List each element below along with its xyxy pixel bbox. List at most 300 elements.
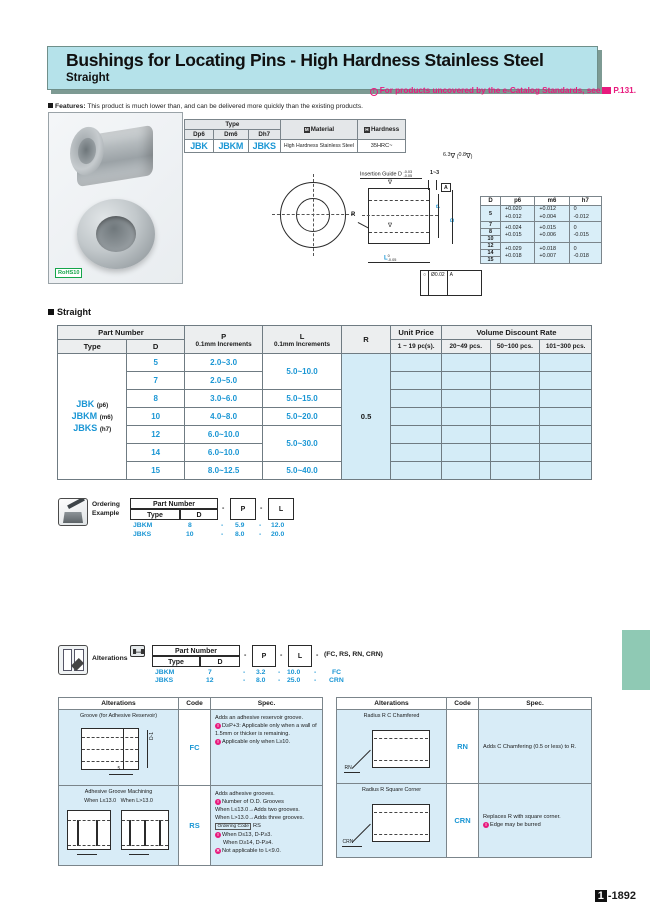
alt-icon-block-1 bbox=[63, 649, 72, 671]
alt-rs-caption-1: Adhesive Groove Machining bbox=[84, 789, 153, 795]
alterations-table-right bbox=[336, 697, 592, 858]
info-dot-icon: ! bbox=[483, 822, 489, 828]
table-row bbox=[58, 354, 592, 372]
alt-example-1-dash3: - bbox=[314, 669, 317, 676]
cell-price-3-2 bbox=[490, 408, 540, 426]
table-row bbox=[58, 390, 592, 408]
rs-left-groove-2 bbox=[96, 820, 99, 846]
type-material-table bbox=[184, 119, 406, 153]
ecatalog-page-ref: P.131. bbox=[613, 86, 636, 95]
tol-p6-g1-lower: +0.012 bbox=[505, 213, 522, 220]
cell-price-4-3 bbox=[540, 426, 592, 444]
alt-dash-3: - bbox=[316, 652, 319, 659]
tol-p6-g3-upper: +0.029 bbox=[505, 245, 522, 252]
type-tol-jbkm: (m6) bbox=[99, 413, 113, 421]
rs-spec-line-4 bbox=[215, 822, 318, 831]
cell-price-0-3 bbox=[540, 354, 592, 372]
crn-fig-label: CRN bbox=[342, 839, 354, 845]
alt-example-2-dash1: - bbox=[243, 677, 246, 684]
tol-h7-group1 bbox=[569, 206, 601, 222]
tol-p6-group1 bbox=[501, 206, 535, 222]
insertion-tol-upper: -0.03 bbox=[403, 170, 413, 174]
fc-spec-text-1: D≥P+3: Applicable only when a wall of 1.5mm or thicker is remaining. bbox=[215, 723, 317, 737]
alt-spec-rs bbox=[211, 786, 323, 866]
tol-d-14: 14 bbox=[481, 250, 501, 257]
material-header-label: Material bbox=[310, 126, 335, 133]
tol-col-m6: m6 bbox=[535, 197, 569, 206]
type-col-dm6: Dm6 bbox=[213, 130, 248, 140]
rs-spec-line-5 bbox=[215, 831, 318, 839]
l-tol-lower: -0.05 bbox=[387, 258, 397, 262]
cell-d-6: 15 bbox=[127, 462, 184, 480]
dim-d-label: D bbox=[450, 218, 456, 222]
cell-d-3: 10 bbox=[127, 408, 184, 426]
rn-leader bbox=[351, 750, 370, 769]
fc-dash-1 bbox=[82, 737, 138, 738]
table-row bbox=[58, 408, 592, 426]
cell-d-0: 5 bbox=[127, 354, 184, 372]
hardness-header-label: Hardness bbox=[370, 126, 400, 133]
tol-d-12: 12 bbox=[481, 243, 501, 250]
cell-l-0: 5.0~10.0 bbox=[263, 354, 341, 390]
alt-right-th-alterations: Alterations bbox=[337, 698, 447, 710]
alt-type-box: Type bbox=[152, 656, 200, 667]
order-p-box: P bbox=[230, 498, 256, 520]
type-value-jbkm: JBKM bbox=[213, 140, 248, 153]
geometric-tolerance-frame bbox=[420, 270, 482, 296]
table-row bbox=[337, 784, 592, 858]
alt-crn-caption: Radius R Square Corner bbox=[361, 787, 422, 793]
bushing-inner-ring bbox=[96, 216, 136, 252]
order-example-2-l: 20.0 bbox=[271, 531, 285, 538]
alt-code-rs: RS bbox=[179, 786, 211, 866]
alt-left-th-spec: Spec. bbox=[211, 698, 323, 710]
cell-p-3: 4.0~8.0 bbox=[184, 408, 262, 426]
cell-price-1-1 bbox=[441, 372, 490, 390]
specification-table bbox=[57, 325, 592, 480]
order-type-box: Type bbox=[130, 509, 180, 520]
alt-example-2-l: 25.0 bbox=[287, 677, 301, 684]
tol-d-10: 10 bbox=[481, 236, 501, 243]
radius-r-label: R bbox=[351, 212, 356, 218]
header-band bbox=[47, 46, 598, 90]
bullet-square-icon bbox=[48, 103, 53, 108]
order-example-2-type: JBKS bbox=[133, 531, 152, 538]
table-row bbox=[58, 426, 592, 444]
rs-right-groove-3 bbox=[159, 820, 162, 846]
alt-example-1-code: FC bbox=[332, 669, 342, 676]
section-bullet-icon bbox=[48, 309, 54, 315]
tol-p6-group3 bbox=[501, 243, 535, 264]
rs-right-dash-2 bbox=[122, 845, 168, 846]
cell-d-5: 14 bbox=[127, 444, 184, 462]
tol-d-7: 7 bbox=[481, 222, 501, 229]
th-l-label: L bbox=[299, 331, 305, 341]
finish-triangle-2-icon: ∇ bbox=[465, 153, 471, 160]
cell-price-5-1 bbox=[441, 444, 490, 462]
paren-close: ) bbox=[470, 154, 473, 160]
cell-type-group bbox=[58, 354, 127, 480]
alt-spec-fc bbox=[211, 710, 323, 786]
th-tier-3: 50~100 pcs. bbox=[490, 340, 540, 354]
alterations-header bbox=[58, 645, 383, 697]
dim-p-line bbox=[438, 194, 439, 238]
features-label: Features: bbox=[55, 103, 86, 110]
rs-spec-text-5: When D≤13, D-P≥3. bbox=[222, 832, 272, 838]
alt-p-box: P bbox=[252, 645, 276, 667]
cell-price-5-0 bbox=[391, 444, 442, 462]
cell-l-3: 5.0~20.0 bbox=[263, 408, 341, 426]
alt-dash-2: - bbox=[280, 652, 283, 659]
alt-d-box: D bbox=[200, 656, 240, 667]
ordering-example-label bbox=[92, 500, 120, 518]
crn-dash-2 bbox=[374, 834, 428, 835]
rs-left-dash-1 bbox=[68, 820, 110, 821]
page-number: -1892 bbox=[607, 890, 636, 902]
tol-m6-g2-upper: +0.015 bbox=[539, 224, 556, 231]
phone-handset bbox=[133, 649, 144, 654]
rs-spec-text-2: When L≤13.0→Adds two grooves. bbox=[215, 807, 300, 813]
alt-codes-suffix: (FC, RS, RN, CRN) bbox=[324, 651, 383, 658]
alt-right-th-code: Code bbox=[447, 698, 479, 710]
cell-p-1: 2.0~5.0 bbox=[184, 372, 262, 390]
order-example-2-dash1: - bbox=[221, 531, 224, 538]
alt-spec-crn bbox=[479, 784, 592, 858]
cell-p-0: 2.0~3.0 bbox=[184, 354, 262, 372]
rn-dash-2 bbox=[374, 760, 428, 761]
product-photo bbox=[48, 112, 183, 284]
rs-spec-text-3: When L>13.0→Adds three grooves. bbox=[215, 815, 305, 821]
insertion-guide-label bbox=[360, 170, 412, 178]
th-l bbox=[263, 326, 341, 354]
tol-m6-g3-upper: +0.018 bbox=[539, 245, 556, 252]
alt-rn-caption: Radius R C Chamfered bbox=[363, 713, 420, 719]
ecatalog-note bbox=[370, 86, 636, 96]
rs-spec-text-1: Number of O.D. Grooves bbox=[222, 799, 284, 805]
type-line-jbkm bbox=[59, 411, 125, 423]
alt-example-1-dash2: - bbox=[278, 669, 281, 676]
straight-section-label-text: Straight bbox=[57, 307, 92, 317]
type-name-jbks: JBKS bbox=[73, 422, 98, 433]
cell-price-6-3 bbox=[540, 462, 592, 480]
fc-dim-line-v bbox=[147, 730, 148, 768]
th-l-sub: 0.1mm Increments bbox=[273, 340, 331, 348]
alt-example-1-l: 10.0 bbox=[287, 669, 301, 676]
insertion-guide-text: Insertion Guide D bbox=[360, 171, 402, 178]
features-text: This product is much lower than, and can be delivered more quickly than the existing products. bbox=[87, 103, 363, 110]
rn-dash-1 bbox=[374, 738, 428, 739]
fc-dim-line-h bbox=[109, 774, 133, 775]
order-part-number-box: Part Number bbox=[130, 498, 218, 509]
th-d: D bbox=[127, 340, 184, 354]
info-dot-icon: ! bbox=[215, 739, 221, 745]
insertion-tol-lower: -0.05 bbox=[403, 174, 413, 178]
cell-l-4: 5.0~30.0 bbox=[263, 426, 341, 462]
fc-dim-label-d1: D-1 bbox=[148, 731, 155, 740]
fc-spec-line-1 bbox=[215, 722, 318, 738]
cell-price-1-2 bbox=[490, 372, 540, 390]
material-value: High Hardness Stainless Steel bbox=[280, 140, 357, 153]
alt-rs-figure-cell bbox=[59, 786, 179, 866]
th-volume-discount: Volume Discount Rate bbox=[441, 326, 591, 340]
rn-spec-text-0: Adds C Chamfering (0.5 or less) to R. bbox=[483, 743, 577, 750]
cell-d-2: 8 bbox=[127, 390, 184, 408]
alterations-table-left bbox=[58, 697, 323, 866]
page-title: Bushings for Locating Pins - High Hardness Stainless Steel bbox=[66, 50, 544, 70]
circularity-icon: ○ bbox=[421, 271, 429, 295]
alt-dash-1: - bbox=[244, 652, 247, 659]
bushing-photo-bottom bbox=[77, 199, 157, 275]
order-example-1-l: 12.0 bbox=[271, 522, 285, 529]
alt-right-th-spec: Spec. bbox=[479, 698, 592, 710]
th-tier-4: 101~300 pcs. bbox=[540, 340, 592, 354]
fc-dim-label-5: 5 bbox=[117, 766, 121, 772]
alt-code-rn: RN bbox=[447, 710, 479, 784]
rs-left-dash-2 bbox=[68, 845, 110, 846]
cell-price-4-2 bbox=[490, 426, 540, 444]
volume-number: 1 bbox=[595, 890, 607, 902]
alt-l-box: L bbox=[288, 645, 312, 667]
surface-finish-2: 0.8 bbox=[458, 152, 466, 158]
crn-spec-line-0 bbox=[483, 813, 587, 821]
datum-a-top: A bbox=[441, 183, 451, 192]
rs-right-dim bbox=[129, 854, 149, 855]
alt-rs-caption-2b: When L>13.0 bbox=[120, 798, 153, 804]
cell-price-2-2 bbox=[490, 390, 540, 408]
tol-m6-group1 bbox=[535, 206, 569, 222]
cell-p-5: 6.0~10.0 bbox=[184, 444, 262, 462]
rs-left-groove-1 bbox=[77, 820, 80, 846]
cell-price-0-1 bbox=[441, 354, 490, 372]
paren-open: ( bbox=[456, 154, 459, 160]
rn-spec-line-0 bbox=[483, 743, 587, 751]
alt-left-th-code: Code bbox=[179, 698, 211, 710]
type-tol-jbk: (p6) bbox=[96, 401, 109, 409]
fc-dash-2 bbox=[82, 749, 138, 750]
th-tier-2: 20~49 pcs. bbox=[441, 340, 490, 354]
order-example-1-dash1: - bbox=[221, 522, 224, 529]
info-icon: ! bbox=[370, 88, 378, 96]
tol-m6-group3 bbox=[535, 243, 569, 264]
alt-example-2-code: CRN bbox=[329, 677, 344, 684]
page-footer bbox=[595, 890, 636, 902]
th-tier-1: 1 ~ 19 pc(s). bbox=[391, 340, 442, 354]
rs-right-groove-2 bbox=[144, 820, 147, 846]
table-row bbox=[59, 710, 323, 786]
chamfer-range-label: 1~3 bbox=[430, 170, 440, 176]
page-subtitle: Straight bbox=[66, 72, 110, 84]
fc-spec-text-0: Adds an adhesive reservoir groove. bbox=[215, 715, 303, 721]
rs-diagram bbox=[63, 806, 175, 860]
cell-price-2-3 bbox=[540, 390, 592, 408]
rs-spec-text-6: When D≥14, D-P≥4. bbox=[223, 840, 273, 846]
section-bore-top-line bbox=[369, 200, 429, 201]
th-r: R bbox=[341, 326, 391, 354]
tol-d-5: 5 bbox=[481, 206, 501, 222]
rs-spec-line-2 bbox=[215, 806, 318, 814]
cell-price-1-3 bbox=[540, 372, 592, 390]
ordering-title-line1: Ordering bbox=[92, 501, 120, 508]
rn-rect bbox=[372, 730, 430, 768]
alt-fc-caption: Groove (for Adhesive Reservoir) bbox=[80, 713, 157, 719]
cell-price-0-0 bbox=[391, 354, 442, 372]
material-header bbox=[280, 120, 357, 140]
cell-price-1-0 bbox=[391, 372, 442, 390]
crn-diagram bbox=[342, 796, 442, 852]
rs-spec-line-6 bbox=[215, 839, 318, 847]
hardness-mark-icon: H bbox=[365, 126, 369, 132]
th-part-number: Part Number bbox=[58, 326, 185, 340]
crn-label-underline bbox=[342, 846, 362, 847]
tol-h7-group3 bbox=[569, 243, 601, 264]
tol-col-h7: h7 bbox=[569, 197, 601, 206]
geo-tol-datum: A bbox=[449, 271, 453, 278]
tol-h7-g2-lower: -0.015 bbox=[573, 232, 589, 238]
crn-rect bbox=[372, 804, 430, 842]
cell-price-6-2 bbox=[490, 462, 540, 480]
phone-icon bbox=[130, 645, 145, 657]
dim-l-group bbox=[384, 254, 396, 262]
alt-example-2-d: 12 bbox=[206, 677, 214, 684]
ordering-title-line2: Example bbox=[92, 510, 120, 517]
rs-spec-text-7: Not applicable to L<9.0. bbox=[222, 848, 281, 854]
tol-h7-g3-lower: -0.018 bbox=[573, 253, 589, 259]
cell-price-2-0 bbox=[391, 390, 442, 408]
rs-right-groove-1 bbox=[129, 820, 132, 846]
th-unit-price: Unit Price bbox=[391, 326, 442, 340]
alterations-label: Alterations bbox=[92, 655, 128, 662]
crn-dash-1 bbox=[374, 812, 428, 813]
cell-price-3-0 bbox=[391, 408, 442, 426]
alterations-icon bbox=[58, 645, 88, 675]
type-line-jbks bbox=[59, 423, 125, 435]
hardness-header bbox=[358, 120, 406, 140]
tol-m6-group2 bbox=[535, 222, 569, 243]
crn-spec-text-1: Edge may be burred bbox=[490, 821, 541, 828]
cell-p-2: 3.0~6.0 bbox=[184, 390, 262, 408]
features-line bbox=[48, 103, 363, 110]
cell-price-3-3 bbox=[540, 408, 592, 426]
alt-part-number-box: Part Number bbox=[152, 645, 240, 656]
type-name-jbk: JBK bbox=[76, 398, 95, 409]
alt-fc-figure-cell bbox=[59, 710, 179, 786]
bushing-photo-top bbox=[67, 125, 163, 187]
fc-spec-line-2 bbox=[215, 738, 318, 746]
alt-left-th-alterations: Alterations bbox=[59, 698, 179, 710]
info-dot-icon: ! bbox=[215, 723, 221, 729]
technical-drawing bbox=[268, 150, 480, 290]
fc-dash-3 bbox=[82, 761, 138, 762]
order-l-box: L bbox=[268, 498, 294, 520]
cell-price-5-3 bbox=[540, 444, 592, 462]
cell-price-6-0 bbox=[391, 462, 442, 480]
ordering-example-icon bbox=[58, 498, 88, 526]
cell-price-4-0 bbox=[391, 426, 442, 444]
type-value-jbk: JBK bbox=[185, 140, 214, 153]
cell-p-4: 6.0~10.0 bbox=[184, 426, 262, 444]
alt-code-crn: CRN bbox=[447, 784, 479, 858]
alt-example-2-type: JBKS bbox=[155, 677, 174, 684]
dim-l-line bbox=[368, 262, 430, 263]
finish-triangle-1-icon: ∇ bbox=[450, 153, 456, 160]
tol-h7-g3-upper: 0 bbox=[573, 245, 577, 252]
tol-p6-g2-upper: +0.024 bbox=[505, 224, 522, 231]
tol-m6-g2-lower: +0.006 bbox=[539, 232, 556, 238]
tol-col-p6: p6 bbox=[501, 197, 535, 206]
tol-m6-g3-lower: +0.007 bbox=[539, 253, 556, 259]
crn-spec-text-0: Replaces R with square corner. bbox=[483, 813, 561, 820]
front-view-centerline-v bbox=[313, 174, 314, 256]
chamfer-ext-line-1 bbox=[428, 180, 429, 190]
th-p bbox=[184, 326, 262, 354]
ecatalog-note-text: For products uncovered by the e-Catalog Standards, see bbox=[379, 86, 601, 95]
tolerance-table bbox=[480, 196, 602, 264]
straight-section-label bbox=[48, 307, 91, 317]
prohibited-dot-icon: ✕ bbox=[216, 848, 220, 853]
tol-h7-g1-upper: 0 bbox=[573, 206, 577, 212]
alt-example-2-dash3: - bbox=[314, 677, 317, 684]
tol-h7-group2 bbox=[569, 222, 601, 243]
finish-mark-top-icon: ∇ bbox=[388, 180, 393, 186]
tol-p6-g1-upper: +0.020 bbox=[505, 206, 522, 212]
tol-p6-group2 bbox=[501, 222, 535, 243]
ordering-code-tag: Ordering Code bbox=[215, 823, 251, 830]
finish-mark-mid-icon: ∇ bbox=[388, 223, 393, 229]
rohs-badge: RoHS10 bbox=[55, 268, 82, 278]
tol-col-d: D bbox=[481, 197, 501, 206]
order-dash-2: - bbox=[260, 505, 263, 512]
fc-diagram bbox=[65, 722, 173, 780]
tol-m6-g1-lower: +0.004 bbox=[539, 213, 556, 220]
alt-example-2-dash2: - bbox=[278, 677, 281, 684]
rs-spec-line-3 bbox=[215, 814, 318, 822]
cell-price-6-1 bbox=[441, 462, 490, 480]
tol-h7-g1-lower: -0.012 bbox=[573, 213, 589, 220]
table-row bbox=[58, 462, 592, 480]
rs-left-rect bbox=[67, 810, 111, 850]
tol-p6-g2-lower: +0.015 bbox=[505, 232, 522, 238]
section-bore-bottom-line bbox=[369, 232, 429, 233]
cell-p-6: 8.0~12.5 bbox=[184, 462, 262, 480]
cell-d-1: 7 bbox=[127, 372, 184, 390]
alt-example-1-type: JBKM bbox=[155, 669, 175, 676]
order-example-1-dash2: - bbox=[259, 522, 262, 529]
dim-l-label: L bbox=[384, 255, 388, 262]
rs-spec-line-1 bbox=[215, 798, 318, 806]
alt-example-2-p: 8.0 bbox=[256, 677, 266, 684]
type-value-jbks: JBKS bbox=[248, 140, 280, 153]
rs-spec-line-0 bbox=[215, 790, 318, 798]
cell-price-4-1 bbox=[441, 426, 490, 444]
rs-spec-text-4: RS bbox=[253, 823, 261, 829]
alt-spec-rn bbox=[479, 710, 592, 784]
alt-example-1-dash1: - bbox=[243, 669, 246, 676]
surface-finish-1: 6.3 bbox=[443, 152, 451, 158]
tol-d-15: 15 bbox=[481, 257, 501, 264]
cell-price-2-1 bbox=[441, 390, 490, 408]
order-example-2-d: 10 bbox=[186, 531, 194, 538]
th-p-label: P bbox=[221, 331, 227, 341]
fc-spec-text-2: Applicable only when L≥10. bbox=[222, 739, 291, 745]
tol-h7-g2-upper: 0 bbox=[573, 224, 577, 231]
tol-m6-g1-upper: +0.012 bbox=[539, 206, 556, 212]
alt-rn-figure-cell bbox=[337, 710, 447, 784]
rn-fig-label: RN bbox=[344, 765, 352, 771]
cell-l-6: 5.0~40.0 bbox=[263, 462, 341, 480]
order-example-1-d: 8 bbox=[188, 522, 192, 529]
geo-tol-value: Ø0.02 bbox=[429, 271, 448, 295]
order-example-1-type: JBKM bbox=[133, 522, 153, 529]
